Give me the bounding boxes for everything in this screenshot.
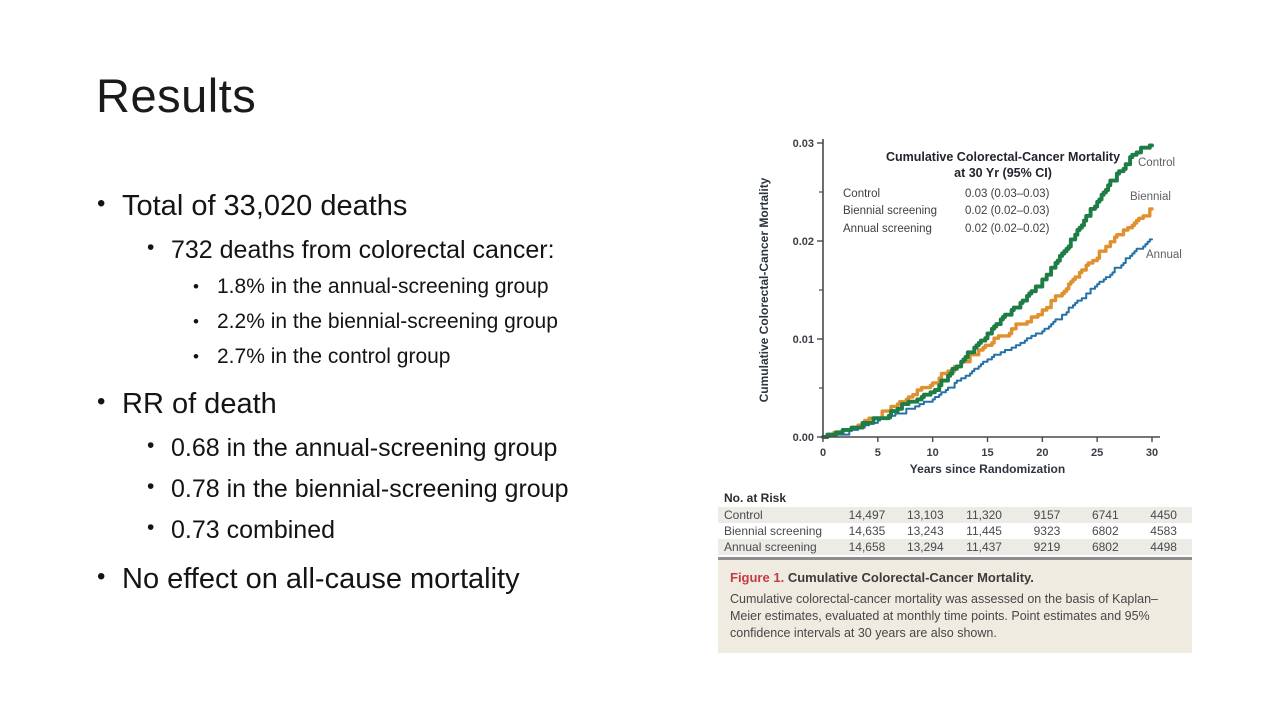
bullet-list xyxy=(97,188,642,598)
risk-table-header: No. at Risk xyxy=(724,491,787,505)
bullet-text: 732 deaths from colorectal cancer: xyxy=(171,236,555,265)
bullet-text: Total of 33,020 deaths xyxy=(122,190,408,222)
risk-row-label: Annual screening xyxy=(724,540,817,554)
chart-legend xyxy=(843,149,1163,239)
legend-subtitle: at 30 Yr (95% CI) xyxy=(954,166,1052,181)
legend-estimate: 0.02 (0.02–0.03) xyxy=(965,205,1050,218)
risk-value: 4498 xyxy=(1150,540,1177,554)
risk-row-label: Control xyxy=(724,508,763,522)
risk-value: 11,445 xyxy=(966,524,1002,538)
caption-body: Cumulative colorectal-cancer mortality was assessed on the basis of Kaplan–Meier estimates, evaluated at monthly time points. Point estimates and 95% confidence intervals at 30 years are also shown. xyxy=(730,592,1158,640)
bullet-item-l2 xyxy=(97,234,642,266)
x-tick-label: 5 xyxy=(874,447,881,459)
legend-row-control xyxy=(843,186,1163,204)
risk-value: 14,497 xyxy=(848,508,886,522)
bullet-text: 2.2% in the biennial-screening group xyxy=(217,309,558,333)
y-tick-label: 0.03 xyxy=(792,138,814,150)
y-tick-label: 0.02 xyxy=(792,236,814,248)
bullet-item-l2 xyxy=(97,432,642,464)
figure-caption xyxy=(718,560,1192,653)
legend-rows xyxy=(843,186,1163,240)
figure-number-label: Figure 1. xyxy=(730,570,785,585)
km-curve-biennial xyxy=(823,209,1152,437)
legend-estimate: 0.02 (0.02–0.02) xyxy=(965,223,1050,236)
bullet-item-l3 xyxy=(97,274,642,301)
x-tick-label: 20 xyxy=(1036,447,1049,459)
x-tick-label: 30 xyxy=(1145,447,1159,459)
risk-value: 13,103 xyxy=(906,508,944,522)
risk-value: 6802 xyxy=(1091,524,1119,538)
risk-value: 14,658 xyxy=(848,540,886,554)
legend-row-biennial xyxy=(843,203,1163,221)
bullet-item-l3 xyxy=(97,344,642,371)
risk-row xyxy=(718,523,1192,539)
y-tick-label: 0.01 xyxy=(792,334,814,346)
slide-title: Results xyxy=(96,69,257,122)
risk-value: 14,635 xyxy=(848,524,886,538)
legend-title: Cumulative Colorectal-Cancer Mortality xyxy=(885,150,1121,164)
bullet-marker: • xyxy=(193,346,199,366)
bullet-item-l1 xyxy=(97,561,642,598)
bullet-marker: • xyxy=(97,562,106,590)
x-tick-label: 15 xyxy=(981,447,994,459)
risk-value: 13,243 xyxy=(906,524,944,538)
risk-value: 4450 xyxy=(1150,508,1177,522)
risk-value: 13,294 xyxy=(906,540,944,554)
bullet-item-l2 xyxy=(97,514,642,546)
risk-value: 9157 xyxy=(1033,508,1061,522)
risk-value: 6802 xyxy=(1091,540,1119,554)
bullet-marker: • xyxy=(147,515,155,539)
risk-value: 9219 xyxy=(1033,540,1061,554)
bullet-item-l1 xyxy=(97,188,642,225)
caption-title: Cumulative Colorectal-Cancer Mortality. xyxy=(787,570,1034,585)
x-axis-title: Years since Randomization xyxy=(909,462,1066,476)
bullet-marker: • xyxy=(193,277,199,297)
bullet-text: RR of death xyxy=(122,387,277,420)
bullet-marker: • xyxy=(97,387,106,415)
risk-value: 9323 xyxy=(1033,524,1061,538)
risk-value: 6741 xyxy=(1091,508,1119,522)
legend-label: Annual screening xyxy=(843,223,932,236)
bullet-marker: • xyxy=(147,433,155,457)
bullet-marker: • xyxy=(97,190,106,217)
risk-table-rows xyxy=(718,507,1192,555)
bullet-text: 0.73 combined xyxy=(171,515,336,544)
km-chart xyxy=(718,130,1192,490)
y-tick-label: 0.00 xyxy=(792,432,814,444)
risk-row xyxy=(718,507,1192,523)
bullet-marker: • xyxy=(193,311,199,331)
legend-row-annual xyxy=(843,221,1163,239)
x-tick-label: 0 xyxy=(819,447,827,459)
x-tick-label: 10 xyxy=(926,447,939,459)
nejm-figure xyxy=(718,130,1192,648)
caption-title-line xyxy=(730,570,1180,585)
bullet-text: 1.8% in the annual-screening group xyxy=(217,275,549,299)
risk-row xyxy=(718,539,1192,555)
bullet-text: 2.7% in the control group xyxy=(217,344,451,368)
curve-label-biennial: Biennial xyxy=(1130,191,1171,203)
risk-row-label: Biennial screening xyxy=(724,524,823,538)
curve-label-annual: Annual xyxy=(1146,249,1182,261)
risk-value: 11,320 xyxy=(966,508,1002,522)
legend-label: Biennial screening xyxy=(843,205,937,218)
bullet-marker: • xyxy=(147,236,155,260)
bullet-text: 0.78 in the biennial-screening group xyxy=(171,474,569,503)
number-at-risk-table xyxy=(718,490,1192,555)
bullet-text: 0.68 in the annual-screening group xyxy=(171,433,558,462)
curve-label-control: Control xyxy=(1138,157,1176,169)
y-axis-title: Cumulative Colorectal-Cancer Mortality xyxy=(757,177,771,403)
bullet-item-l2 xyxy=(97,473,642,505)
bullet-item-l3 xyxy=(97,309,642,336)
legend-estimate: 0.03 (0.03–0.03) xyxy=(965,187,1050,200)
legend-label: Control xyxy=(843,187,881,200)
risk-value: 11,437 xyxy=(966,540,1002,554)
bullet-marker: • xyxy=(147,474,155,498)
bullet-text: No effect on all-cause mortality xyxy=(122,562,520,595)
x-tick-label: 25 xyxy=(1091,447,1104,459)
bullet-item-l1 xyxy=(97,386,642,423)
risk-value: 4583 xyxy=(1150,524,1177,538)
